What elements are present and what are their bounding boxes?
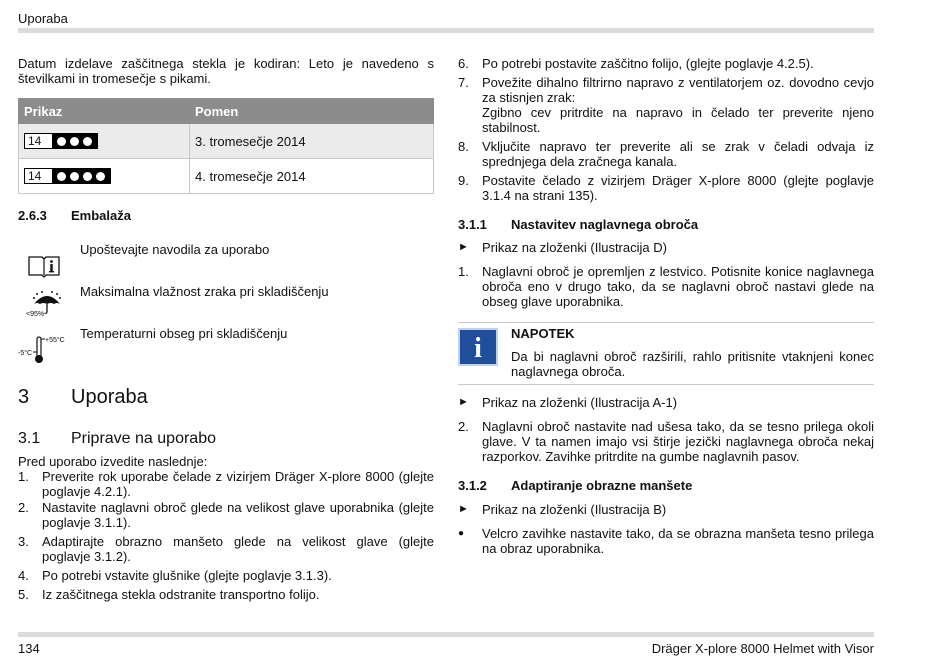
list-text: Naglavni obroč je opremljen z lestvico. Potisnite konice naglavnega obroča eno v drugo tako, da se naglavni obroč nastavi glede na obseg glave uporabnika. <box>482 264 874 309</box>
list-text: Iz zaščitnega stekla odstranite transportno folijo. <box>42 587 320 602</box>
date-code-cell <box>19 159 190 194</box>
date-code-table <box>18 98 434 194</box>
info-icon: i <box>458 328 498 366</box>
list-item <box>458 173 874 203</box>
list-text: Naglavni obroč nastavite nad ušesa tako, da se tesno prilega okoli glave. V ta namen imajo vsi štirje jezički naglavnega obroča nekaj razporkov. Zavihke pritrdite na gumbe naglavnih pasov. <box>482 419 874 464</box>
list-text: Velcro zavihke nastavite tako, da se obrazna manšeta tesno prilega na obraz uporabnika. <box>482 526 874 556</box>
packaging-text-manual: Upoštevajte navodila za uporabo <box>80 242 270 257</box>
list-item <box>18 587 434 602</box>
footer-rule <box>18 632 874 637</box>
packaging-text-temperature: Temperaturni obseg pri skladiščenju <box>80 326 288 341</box>
arrow-icon: ► <box>458 503 469 515</box>
section-title-naglavni-obroc: Nastavitev naglavnega obroča <box>511 217 699 232</box>
temp-label-low: -5°C <box>18 350 33 357</box>
table-header-prikaz: Prikaz <box>19 99 190 124</box>
list-item <box>458 139 874 169</box>
date-code-dots <box>52 134 97 148</box>
note-rule-top <box>458 322 874 323</box>
date-code-dots <box>52 169 110 183</box>
list-number: 3. <box>18 534 29 549</box>
temp-label-high: +55°C <box>45 337 65 344</box>
list-number: 1. <box>458 264 469 279</box>
thermometer-icon <box>32 335 46 365</box>
chapter-number: 3 <box>18 386 30 408</box>
date-code-symbol <box>24 168 111 184</box>
list-item <box>18 469 434 499</box>
footer-product-name: Dräger X-plore 8000 Helmet with Visor <box>651 641 874 656</box>
arrow-icon: ► <box>458 396 469 408</box>
list-number: 7. <box>458 75 469 90</box>
quarter-dot <box>70 137 79 146</box>
list-text-continued: Zgibno cev pritrdite na napravo in čelado ter preverite njeno stabilnost. <box>482 105 874 135</box>
list-item <box>458 56 874 71</box>
chapter-title: Uporaba <box>71 386 148 408</box>
list-text: Nastavite naglavni obroč glede na velikost glave uporabnika (glejte poglavje 3.1.1). <box>42 500 434 530</box>
list-item <box>458 419 874 464</box>
packaging-text-humidity: Maksimalna vlažnost zraka pri skladiščenju <box>80 284 329 299</box>
section-number-3-1-1: 3.1.1 <box>458 217 487 232</box>
section-title-obrazna-manseta: Adaptiranje obrazne manšete <box>511 478 693 493</box>
list-number: 1. <box>18 469 29 484</box>
manual-book-icon <box>27 254 61 278</box>
note-rule-bottom <box>458 384 874 385</box>
list-item <box>458 395 874 410</box>
date-code-year: 14 <box>25 134 52 148</box>
quarter-dot <box>83 137 92 146</box>
running-header: Uporaba <box>18 11 68 26</box>
arrow-icon: ► <box>458 241 469 253</box>
quarter-dot <box>57 137 66 146</box>
list-text: Po potrebi postavite zaščitno folijo, (glejte poglavje 4.2.5). <box>482 56 814 71</box>
list-text: Po potrebi vstavite glušnike (glejte poglavje 3.1.3). <box>42 568 332 583</box>
list-number: 5. <box>18 587 29 602</box>
section-number-2-6-3: 2.6.3 <box>18 208 47 223</box>
list-item <box>18 568 434 583</box>
list-item <box>458 240 874 255</box>
list-text: Povežite dihalno filtrirno napravo z ventilatorjem oz. dovodno cevjo za stisnjen zrak: <box>482 75 874 105</box>
header-rule <box>18 28 874 33</box>
list-number: 6. <box>458 56 469 71</box>
meaning-cell: 4. tromesečje 2014 <box>190 159 434 194</box>
meaning-cell: 3. tromesečje 2014 <box>190 124 434 159</box>
list-item <box>18 500 434 530</box>
list-number: 9. <box>458 173 469 188</box>
list-item <box>458 264 874 309</box>
list-item <box>18 534 434 564</box>
list-text: Vključite napravo ter preverite ali se zrak v čeladi odvaja iz sprednjega dela zračnega kanala. <box>482 139 874 169</box>
note-text: Da bi naglavni obroč razširili, rahlo pritisnite vtaknjeni konec naglavnega obroča. <box>511 349 874 379</box>
lead-text: Pred uporabo izvedite naslednje: <box>18 454 208 469</box>
section-number-3-1-2: 3.1.2 <box>458 478 487 493</box>
list-text: Preverite rok uporabe čelade z vizirjem Dräger X-plore 8000 (glejte poglavje 4.2.1). <box>42 469 434 499</box>
list-text: Prikaz na zloženki (Ilustracija B) <box>482 502 667 517</box>
table-row <box>19 159 434 194</box>
list-number: 2. <box>18 500 29 515</box>
list-text: Prikaz na zloženki (Ilustracija D) <box>482 240 667 255</box>
list-item <box>458 502 874 517</box>
intro-paragraph: Datum izdelave zaščitnega stekla je kodiran: Leto je navedeno s številkami in tromesečje s pikami. <box>18 56 434 86</box>
list-item <box>458 75 874 135</box>
list-number: 2. <box>458 419 469 434</box>
date-code-cell <box>19 124 190 159</box>
quarter-dot <box>57 172 66 181</box>
date-code-symbol <box>24 133 98 149</box>
humidity-label: <95% <box>26 311 45 318</box>
section-number-3-1: 3.1 <box>18 430 41 447</box>
list-text: Prikaz na zloženki (Ilustracija A-1) <box>482 395 678 410</box>
date-code-year: 14 <box>25 169 52 183</box>
quarter-dot <box>96 172 105 181</box>
list-item <box>458 526 874 556</box>
quarter-dot <box>83 172 92 181</box>
list-text: Adaptirajte obrazno manšeto glede na velikost glave (glejte poglavje 3.1.2). <box>42 534 434 564</box>
quarter-dot <box>70 172 79 181</box>
list-number: 4. <box>18 568 29 583</box>
section-title-embalaza: Embalaža <box>71 208 131 223</box>
bullet-icon: ● <box>458 528 465 539</box>
table-row <box>19 124 434 159</box>
list-text: Postavite čelado z vizirjem Dräger X-plore 8000 (glejte poglavje 3.1.4 na strani 135). <box>482 173 874 203</box>
page-number: 134 <box>18 641 40 656</box>
list-number: 8. <box>458 139 469 154</box>
section-title-priprave: Priprave na uporabo <box>71 430 216 447</box>
note-title: NAPOTEK <box>511 326 575 341</box>
table-header-pomen: Pomen <box>190 99 434 124</box>
